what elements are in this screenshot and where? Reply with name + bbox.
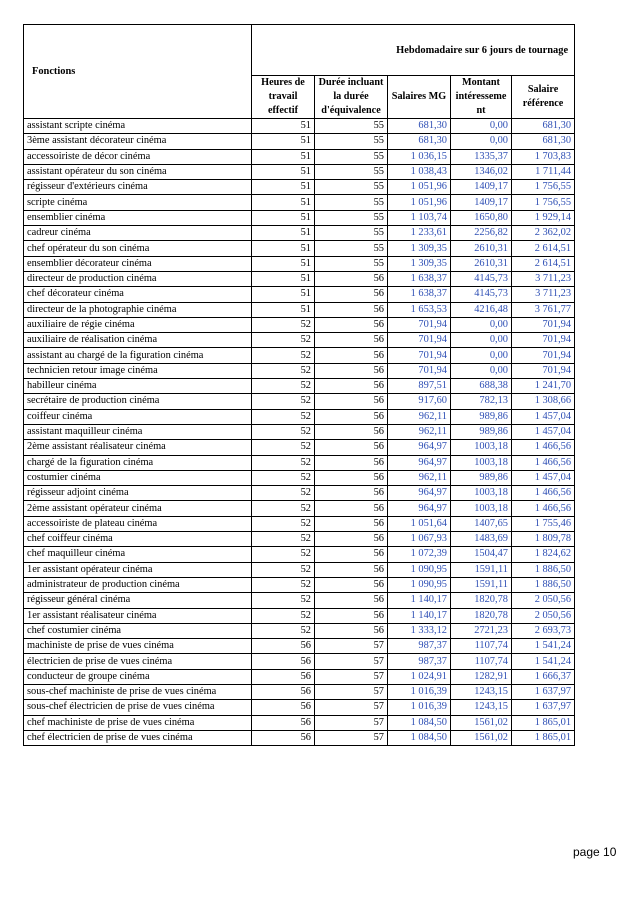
fonction-cell: ensemblier décorateur cinéma [24,256,252,271]
fonction-cell: administrateur de production cinéma [24,577,252,592]
montant-cell: 1561,02 [451,730,512,745]
fonction-cell: conducteur de groupe cinéma [24,669,252,684]
duree-cell: 57 [315,700,388,715]
fonction-cell: chef maquilleur cinéma [24,547,252,562]
salaire-mg-cell: 1 084,50 [388,715,451,730]
heures-cell: 56 [252,700,315,715]
montant-cell: 688,38 [451,379,512,394]
duree-cell: 55 [315,241,388,256]
montant-cell: 1820,78 [451,593,512,608]
heures-cell: 51 [252,226,315,241]
table-row [24,730,575,745]
salaire-reference-cell: 1 541,24 [512,654,575,669]
heures-cell: 52 [252,486,315,501]
salaire-mg-cell: 1 140,17 [388,608,451,623]
salaire-mg-cell: 701,94 [388,317,451,332]
table-row [24,348,575,363]
heures-cell: 56 [252,654,315,669]
montant-cell: 0,00 [451,134,512,149]
fonction-cell: 1er assistant opérateur cinéma [24,562,252,577]
montant-cell: 1107,74 [451,639,512,654]
table-row [24,562,575,577]
salaire-mg-cell: 962,11 [388,424,451,439]
salaire-reference-cell: 1 824,62 [512,547,575,562]
heures-cell: 56 [252,684,315,699]
fonction-cell: auxiliaire de réalisation cinéma [24,333,252,348]
salaire-mg-cell: 1 051,64 [388,516,451,531]
salaire-mg-cell: 964,97 [388,501,451,516]
duree-cell: 55 [315,256,388,271]
duree-cell: 55 [315,180,388,195]
duree-cell: 56 [315,440,388,455]
fonction-cell: régisseur adjoint cinéma [24,486,252,501]
col-header-duree: Durée incluant la durée d'équivalence [315,76,388,119]
table-row [24,180,575,195]
duree-cell: 56 [315,348,388,363]
heures-cell: 52 [252,470,315,485]
duree-cell: 56 [315,486,388,501]
montant-cell: 4216,48 [451,302,512,317]
heures-cell: 51 [252,241,315,256]
duree-cell: 56 [315,379,388,394]
fonction-cell: chargé de la figuration cinéma [24,455,252,470]
heures-cell: 56 [252,669,315,684]
heures-cell: 51 [252,134,315,149]
table-row [24,455,575,470]
salaire-reference-cell: 1 703,83 [512,149,575,164]
salaire-mg-cell: 1 051,96 [388,180,451,195]
table-row [24,486,575,501]
salaire-reference-cell: 1 886,50 [512,562,575,577]
duree-cell: 55 [315,226,388,241]
fonction-cell: directeur de la photographie cinéma [24,302,252,317]
montant-cell: 1346,02 [451,164,512,179]
duree-cell: 55 [315,210,388,225]
montant-cell: 4145,73 [451,287,512,302]
fonction-cell: costumier cinéma [24,470,252,485]
heures-cell: 52 [252,562,315,577]
fonction-cell: chef électricien de prise de vues cinéma [24,730,252,745]
table-row [24,333,575,348]
salaire-reference-cell: 1 711,44 [512,164,575,179]
duree-cell: 56 [315,516,388,531]
fonction-cell: accessoiriste de plateau cinéma [24,516,252,531]
salaire-mg-cell: 964,97 [388,455,451,470]
fonction-cell: assistant scripte cinéma [24,119,252,134]
duree-cell: 56 [315,608,388,623]
salaire-reference-cell: 1 809,78 [512,532,575,547]
montant-cell: 2721,23 [451,623,512,638]
salaire-reference-cell: 701,94 [512,333,575,348]
group-header: Hebdomadaire sur 6 jours de tournage [252,25,575,76]
montant-cell: 1243,15 [451,700,512,715]
fonction-cell: ensemblier cinéma [24,210,252,225]
salaire-mg-cell: 1 103,74 [388,210,451,225]
fonction-cell: chef machiniste de prise de vues cinéma [24,715,252,730]
duree-cell: 56 [315,363,388,378]
duree-cell: 56 [315,409,388,424]
salary-table-sheet [23,24,574,746]
duree-cell: 57 [315,654,388,669]
duree-cell: 56 [315,317,388,332]
salaire-reference-cell: 2 614,51 [512,241,575,256]
heures-cell: 51 [252,287,315,302]
salaire-reference-cell: 681,30 [512,119,575,134]
montant-cell: 1820,78 [451,608,512,623]
table-row [24,547,575,562]
heures-cell: 51 [252,256,315,271]
heures-cell: 51 [252,302,315,317]
heures-cell: 56 [252,639,315,654]
salaire-reference-cell: 1 457,04 [512,424,575,439]
salaire-reference-cell: 1 466,56 [512,440,575,455]
fonction-cell: sous-chef machiniste de prise de vues cinéma [24,684,252,699]
fonction-cell: 2ème assistant réalisateur cinéma [24,440,252,455]
heures-cell: 52 [252,516,315,531]
fonction-cell: sous-chef électricien de prise de vues cinéma [24,700,252,715]
fonction-cell: machiniste de prise de vues cinéma [24,639,252,654]
salaire-reference-cell: 1 865,01 [512,730,575,745]
montant-cell: 1409,17 [451,180,512,195]
salaire-mg-cell: 681,30 [388,134,451,149]
fonction-cell: accessoiriste de décor cinéma [24,149,252,164]
heures-cell: 52 [252,577,315,592]
fonction-cell: chef costumier cinéma [24,623,252,638]
heures-cell: 52 [252,440,315,455]
salaire-mg-cell: 1 036,15 [388,149,451,164]
montant-cell: 1483,69 [451,532,512,547]
table-row [24,593,575,608]
table-row [24,684,575,699]
heures-cell: 52 [252,363,315,378]
salaire-mg-cell: 987,37 [388,654,451,669]
table-row [24,226,575,241]
salaire-mg-cell: 1 309,35 [388,241,451,256]
table-row [24,608,575,623]
montant-cell: 1003,18 [451,440,512,455]
montant-cell: 1409,17 [451,195,512,210]
montant-cell: 1591,11 [451,562,512,577]
salaire-mg-cell: 964,97 [388,486,451,501]
salaire-mg-cell: 701,94 [388,333,451,348]
montant-cell: 0,00 [451,363,512,378]
salaire-mg-cell: 1 140,17 [388,593,451,608]
table-row [24,394,575,409]
duree-cell: 55 [315,195,388,210]
fonction-cell: assistant au chargé de la figuration cinéma [24,348,252,363]
fonctions-header: Fonctions [24,25,252,119]
duree-cell: 56 [315,470,388,485]
col-header-salaire-reference: Salaire référence [512,76,575,119]
fonction-cell: scripte cinéma [24,195,252,210]
salaire-reference-cell: 701,94 [512,348,575,363]
col-header-salaires-mg: Salaires MG [388,76,451,119]
salary-table [23,24,575,746]
salaire-mg-cell: 1 024,91 [388,669,451,684]
salaire-reference-cell: 2 050,56 [512,608,575,623]
col-header-heures: Heures de travail effectif [252,76,315,119]
salaire-reference-cell: 1 637,97 [512,684,575,699]
heures-cell: 52 [252,608,315,623]
salaire-mg-cell: 1 638,37 [388,271,451,286]
table-row [24,271,575,286]
duree-cell: 57 [315,730,388,745]
salaire-reference-cell: 3 711,23 [512,287,575,302]
salaire-reference-cell: 1 457,04 [512,409,575,424]
montant-cell: 2256,82 [451,226,512,241]
salaire-mg-cell: 1 016,39 [388,700,451,715]
salaire-mg-cell: 1 051,96 [388,195,451,210]
fonction-cell: régisseur d'extérieurs cinéma [24,180,252,195]
duree-cell: 56 [315,333,388,348]
salaire-mg-cell: 1 084,50 [388,730,451,745]
heures-cell: 52 [252,623,315,638]
salaire-reference-cell: 1 756,55 [512,180,575,195]
salaire-mg-cell: 1 233,61 [388,226,451,241]
salaire-reference-cell: 2 693,73 [512,623,575,638]
heures-cell: 52 [252,317,315,332]
salaire-reference-cell: 1 666,37 [512,669,575,684]
salaire-reference-cell: 1 308,66 [512,394,575,409]
fonction-cell: habilleur cinéma [24,379,252,394]
duree-cell: 57 [315,715,388,730]
table-row [24,363,575,378]
duree-cell: 56 [315,593,388,608]
montant-cell: 1003,18 [451,455,512,470]
duree-cell: 56 [315,424,388,439]
fonction-cell: 1er assistant réalisateur cinéma [24,608,252,623]
salaire-reference-cell: 681,30 [512,134,575,149]
montant-cell: 0,00 [451,348,512,363]
table-row [24,149,575,164]
table-row [24,623,575,638]
montant-cell: 782,13 [451,394,512,409]
montant-cell: 1003,18 [451,501,512,516]
salaire-mg-cell: 701,94 [388,363,451,378]
duree-cell: 56 [315,287,388,302]
montant-cell: 989,86 [451,470,512,485]
heures-cell: 52 [252,424,315,439]
table-row [24,302,575,317]
montant-cell: 2610,31 [451,241,512,256]
duree-cell: 56 [315,623,388,638]
fonction-cell: chef coiffeur cinéma [24,532,252,547]
salaire-reference-cell: 1 886,50 [512,577,575,592]
duree-cell: 56 [315,302,388,317]
table-row [24,470,575,485]
table-row [24,532,575,547]
salaire-mg-cell: 1 638,37 [388,287,451,302]
montant-cell: 989,86 [451,424,512,439]
salaire-mg-cell: 897,51 [388,379,451,394]
table-row [24,577,575,592]
duree-cell: 57 [315,684,388,699]
salaire-reference-cell: 1 929,14 [512,210,575,225]
heures-cell: 52 [252,455,315,470]
salaire-reference-cell: 1 637,97 [512,700,575,715]
salaire-reference-cell: 1 466,56 [512,455,575,470]
montant-cell: 0,00 [451,119,512,134]
duree-cell: 55 [315,164,388,179]
salaire-mg-cell: 962,11 [388,409,451,424]
montant-cell: 1107,74 [451,654,512,669]
duree-cell: 55 [315,149,388,164]
heures-cell: 51 [252,210,315,225]
table-row [24,440,575,455]
salaire-reference-cell: 701,94 [512,317,575,332]
duree-cell: 56 [315,562,388,577]
salaire-reference-cell: 2 614,51 [512,256,575,271]
heures-cell: 56 [252,715,315,730]
salaire-reference-cell: 1 241,70 [512,379,575,394]
heures-cell: 52 [252,501,315,516]
salaire-mg-cell: 917,60 [388,394,451,409]
fonction-cell: 3ème assistant décorateur cinéma [24,134,252,149]
heures-cell: 52 [252,379,315,394]
duree-cell: 56 [315,501,388,516]
heures-cell: 52 [252,547,315,562]
duree-cell: 56 [315,394,388,409]
heures-cell: 52 [252,394,315,409]
duree-cell: 56 [315,577,388,592]
montant-cell: 1650,80 [451,210,512,225]
table-row [24,134,575,149]
fonction-cell: 2ème assistant opérateur cinéma [24,501,252,516]
heures-cell: 51 [252,271,315,286]
duree-cell: 56 [315,455,388,470]
heures-cell: 51 [252,195,315,210]
duree-cell: 56 [315,271,388,286]
montant-cell: 1003,18 [451,486,512,501]
duree-cell: 56 [315,547,388,562]
fonction-cell: chef décorateur cinéma [24,287,252,302]
duree-cell: 55 [315,134,388,149]
fonction-cell: coiffeur cinéma [24,409,252,424]
heures-cell: 51 [252,164,315,179]
salaire-mg-cell: 964,97 [388,440,451,455]
montant-cell: 1282,91 [451,669,512,684]
salaire-mg-cell: 681,30 [388,119,451,134]
salaire-mg-cell: 701,94 [388,348,451,363]
salaire-reference-cell: 1 457,04 [512,470,575,485]
salaire-mg-cell: 1 333,12 [388,623,451,638]
salaire-mg-cell: 1 067,93 [388,532,451,547]
salaire-reference-cell: 1 466,56 [512,501,575,516]
heures-cell: 51 [252,149,315,164]
montant-cell: 1591,11 [451,577,512,592]
fonction-cell: électricien de prise de vues cinéma [24,654,252,669]
montant-cell: 1504,47 [451,547,512,562]
salaire-reference-cell: 1 755,46 [512,516,575,531]
fonction-cell: auxiliaire de régie cinéma [24,317,252,332]
table-row [24,424,575,439]
salaire-reference-cell: 3 711,23 [512,271,575,286]
montant-cell: 4145,73 [451,271,512,286]
salaire-mg-cell: 1 309,35 [388,256,451,271]
table-row [24,317,575,332]
heures-cell: 51 [252,180,315,195]
table-row [24,409,575,424]
salaire-reference-cell: 2 362,02 [512,226,575,241]
fonction-cell: régisseur général cinéma [24,593,252,608]
table-row [24,501,575,516]
salaire-mg-cell: 1 038,43 [388,164,451,179]
salaire-reference-cell: 2 050,56 [512,593,575,608]
heures-cell: 52 [252,333,315,348]
duree-cell: 57 [315,639,388,654]
heures-cell: 52 [252,593,315,608]
table-row [24,210,575,225]
salaire-mg-cell: 1 016,39 [388,684,451,699]
heures-cell: 51 [252,119,315,134]
page-number: page 10 [573,845,617,859]
fonction-cell: secrétaire de production cinéma [24,394,252,409]
salaire-mg-cell: 1 090,95 [388,562,451,577]
montant-cell: 2610,31 [451,256,512,271]
salaire-reference-cell: 1 756,55 [512,195,575,210]
table-body [24,119,575,746]
table-row [24,639,575,654]
heures-cell: 52 [252,532,315,547]
table-row [24,164,575,179]
fonction-cell: chef opérateur du son cinéma [24,241,252,256]
heures-cell: 52 [252,348,315,363]
fonction-cell: assistant opérateur du son cinéma [24,164,252,179]
montant-cell: 1335,37 [451,149,512,164]
table-row [24,256,575,271]
duree-cell: 55 [315,119,388,134]
table-row [24,119,575,134]
fonction-cell: technicien retour image cinéma [24,363,252,378]
table-row [24,379,575,394]
col-header-montant: Montant intéresseme nt [451,76,512,119]
montant-cell: 1561,02 [451,715,512,730]
salaire-reference-cell: 3 761,77 [512,302,575,317]
table-row [24,287,575,302]
salaire-mg-cell: 1 090,95 [388,577,451,592]
fonction-cell: assistant maquilleur cinéma [24,424,252,439]
fonction-cell: directeur de production cinéma [24,271,252,286]
salaire-reference-cell: 701,94 [512,363,575,378]
montant-cell: 1243,15 [451,684,512,699]
montant-cell: 1407,65 [451,516,512,531]
fonction-cell: cadreur cinéma [24,226,252,241]
table-row [24,700,575,715]
salaire-reference-cell: 1 541,24 [512,639,575,654]
montant-cell: 0,00 [451,317,512,332]
heures-cell: 56 [252,730,315,745]
montant-cell: 0,00 [451,333,512,348]
table-row [24,654,575,669]
table-row [24,669,575,684]
heures-cell: 52 [252,409,315,424]
salaire-mg-cell: 1 072,39 [388,547,451,562]
salaire-mg-cell: 987,37 [388,639,451,654]
salaire-mg-cell: 962,11 [388,470,451,485]
table-row [24,241,575,256]
table-row [24,715,575,730]
montant-cell: 989,86 [451,409,512,424]
salaire-reference-cell: 1 865,01 [512,715,575,730]
table-row [24,195,575,210]
salaire-mg-cell: 1 653,53 [388,302,451,317]
duree-cell: 56 [315,532,388,547]
table-row [24,516,575,531]
salaire-reference-cell: 1 466,56 [512,486,575,501]
duree-cell: 57 [315,669,388,684]
